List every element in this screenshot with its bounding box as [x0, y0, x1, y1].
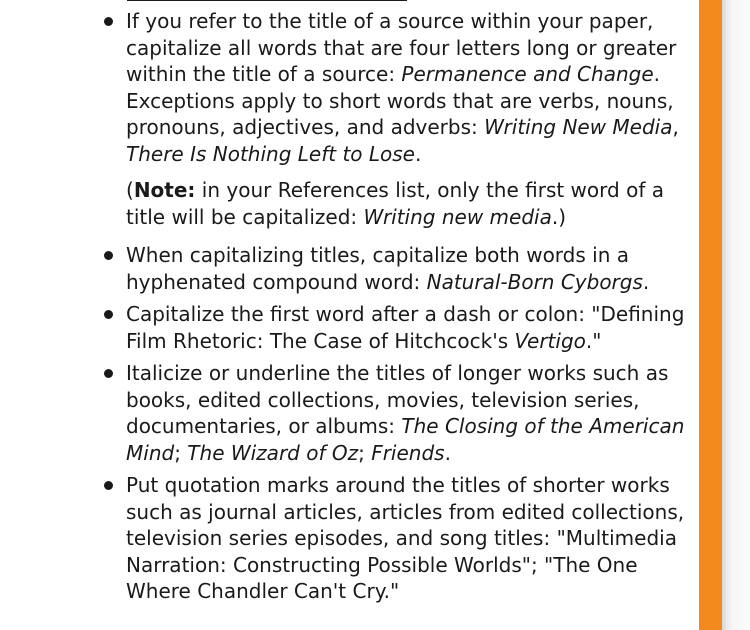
- item-example: Vertigo: [514, 328, 586, 353]
- bullet-icon: [104, 251, 113, 260]
- item-text: .": [585, 328, 602, 353]
- item-text: When capitalizing titles, capitalize both words in a hyphenated compound word:: [126, 243, 629, 294]
- note-text: in your References list, only the first word of a title will be capitalized:: [126, 178, 664, 229]
- item-text: ;: [358, 440, 372, 465]
- item-example: Writing New Media: [484, 115, 673, 139]
- item-text: .: [414, 141, 422, 166]
- list-item: [0, 472, 690, 605]
- item-example: Permanence and Change: [401, 62, 654, 86]
- cut-off-previous-line: [127, 0, 407, 1]
- bullet-icon: [104, 310, 113, 319]
- bullet-icon: [104, 481, 113, 490]
- item-example: The Wizard of Oz: [187, 440, 359, 465]
- item-text: Capitalize the first word after a dash or colon: "Defining Film Rhetoric: The Case of Hitchcock's: [126, 302, 685, 353]
- note-paragraph: [0, 177, 690, 230]
- list-item: [0, 8, 690, 167]
- bullet-icon: [104, 369, 113, 378]
- item-text: ,: [672, 115, 679, 139]
- note-open-paren: (: [126, 178, 134, 202]
- note-label: Note:: [133, 178, 196, 202]
- note-close: .): [551, 204, 567, 229]
- accent-sidebar-bar: [700, 0, 722, 630]
- bullet-icon: [104, 17, 113, 26]
- page-margin-strip: [722, 0, 750, 630]
- item-text: ;: [174, 440, 188, 465]
- item-text: . Exceptions apply to short words that are verbs, nouns, pronouns, adjectives, and adverbs:: [126, 62, 674, 139]
- list-item: [0, 242, 690, 295]
- item-example: Friends: [371, 440, 445, 465]
- document-body: [0, 8, 690, 611]
- item-example: The Closing of the American Mind: [126, 414, 685, 465]
- capitalization-rules-list-continued: [0, 242, 690, 605]
- note-example: Writing new media: [363, 204, 552, 229]
- item-text: Put quotation marks around the titles of shorter works such as journal articles, articles from edited collections, television series episodes, and song titles: "Multimedia Narration: Constructing Possible Worlds"; "The One Where Chandler Can't Cry.": [126, 473, 685, 603]
- item-example: Natural-Born Cyborgs: [426, 269, 643, 294]
- item-text: .: [444, 440, 451, 465]
- capitalization-rules-list: [0, 8, 690, 167]
- list-item: [0, 360, 690, 466]
- item-text: If you refer to the title of a source within your paper, capitalize all words that are four letters long or greater within the title of a source:: [126, 9, 677, 86]
- list-item: [0, 301, 690, 354]
- item-text: Italicize or underline the titles of longer works such as books, edited collections, movies, television series, documentaries, or albums:: [126, 361, 669, 438]
- item-example: There Is Nothing Left to Lose: [126, 141, 415, 166]
- item-text: .: [642, 269, 650, 294]
